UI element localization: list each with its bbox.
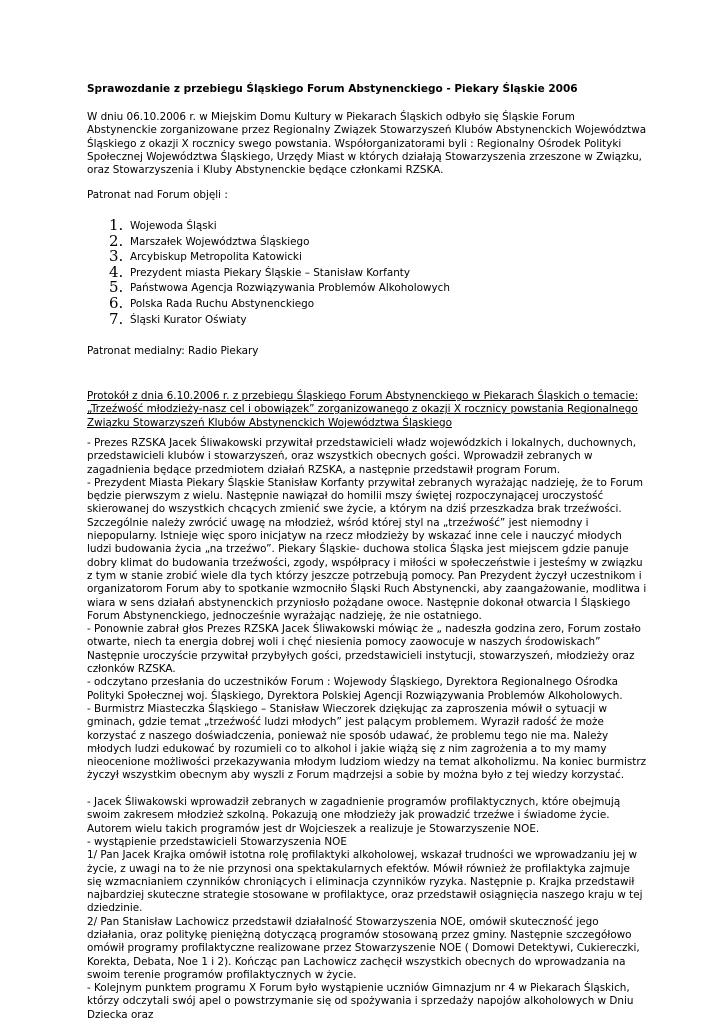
paragraph-messages: - odczytano przesłania do uczestników Forum : Wojewody Śląskiego, Dyrektora Regionalnego Ośrodka Polityki Społecznej woj. Śląskiego, Dyrektora Polskiej Agencji Rozwiązywania Problemów Alkoholowych.	[87, 676, 623, 702]
list-item	[87, 231, 647, 251]
list-number: 6.	[109, 293, 124, 312]
protocol-body	[87, 437, 647, 1022]
list-number: 2.	[109, 231, 124, 250]
list-item	[87, 216, 647, 235]
media-patronage: Patronat medialny: Radio Piekary	[87, 345, 259, 357]
list-item	[87, 293, 647, 313]
list-item	[87, 278, 647, 297]
list-number: 5.	[109, 278, 124, 297]
patron-name: Polska Rada Ruchu Abstynenckiego	[130, 297, 315, 310]
paragraph-opening: - Prezes RZSKA Jacek Śliwakowski przywitał przedstawicieli władz wojewódzkich i lokalnych, duchownych, przedstawicieli klubów i stowarzyszeń, oraz wszystkich obecnych gości. Wprowadził zebranych w zagadnienia będące przedmiotem działań RZSKA, a następnie przedstawił program Forum.	[87, 437, 637, 476]
paragraph-gap	[87, 783, 647, 796]
list-number: 7.	[109, 309, 124, 328]
patron-name: Prezydent miasta Piekary Śląskie – Stanisław Korfanty	[130, 266, 411, 279]
paragraph-students: - Kolejnym punktem programu X Forum było wystąpienie uczniów Gimnazjum nr 4 w Piekarach Śląskich, którzy odczytali swój apel o powstrzymanie się od spożywania i sprzedaży napojów alkoholowych w Dniu Dziecka oraz	[87, 982, 634, 1021]
patron-name: Śląski Kurator Oświaty	[130, 313, 247, 326]
paragraph-krajka: 1/ Pan Jacek Krajka omówił istotna rolę profilaktyki alkoholowej, wskazał trudności we wprowadzaniu jej w życie, z uwagi na to że nie przynosi ona spektakularnych efektów. Mówił również że profilaktyka zajmuje się wzmacnianiem czynników chroniących i eliminacja czynników ryzyka. Następnie p. Krajka przedstawił najbardziej skuteczne strategie stosowane w profilaktyce, oraz przedstawił osiągnięcia naszego kraju w tej dziedzinie.	[87, 849, 643, 915]
intro-paragraph: W dniu 06.10.2006 r. w Miejskim Domu Kultury w Piekarach Śląskich odbyło się Śląskie Forum Abstynenckie zorganizowane przez Regionalny Związek Stowarzyszeń Klubów Abstynenckich Województwa Śląskiego z okazji X rocznicy swego powstania. Współorganizatorami byli : Regionalny Ośrodek Polityki Społecznej Województwa Śląskiego, Urzędy Miast w których działają Stowarzyszenia zrzeszone w Związku, oraz Stowarzyszenia i Kluby Abstynenckie będące członkami RZSKA.	[87, 111, 647, 177]
paragraph-burmistrz: - Burmistrz Miasteczka Śląskiego – Stanisław Wieczorek dziękując za zaproszenia mówił o sytuacji w gminach, gdzie temat „trzeźwość ludzi młodych” jest palącym problemem. Wyraził radość że może korzystać z naszego doświadczenia, ponieważ nie sposób udawać, że problemu tego nie ma. Należy młodych ludzi edukować by rozumieli co to alkohol i jakie wiążą się z nim zagrożenia a to my mamy nieocenione możliwości przekazywania młodym ludziom wiedzy na temat alkoholizmu. Na koniec burmistrz życzył wszystkim obecnym aby wyszli z Forum mądrzejsi a sobie by można było z tej wiedzy korzystać.	[87, 702, 647, 782]
paragraph-programs: - Jacek Śliwakowski wprowadził zebranych w zagadnienie programów profilaktycznych, które obejmują swoim zakresem młodzież szkolną. Pokazują one młodzieży jak prowadzić trzeźwe i świadome życie. Autorem wielu takich programów jest dr Wojcieszek a realizuje je Stowarzyszenie NOE.	[87, 796, 621, 835]
paragraph-noe-intro: - wystąpienie przedstawicieli Stowarzyszenia NOE	[87, 835, 347, 848]
patron-name: Marszałek Województwa Śląskiego	[130, 235, 310, 248]
list-item	[87, 262, 647, 282]
list-item	[87, 309, 647, 329]
protocol-heading: Protokół z dnia 6.10.2006 r. z przebiegu Śląskiego Forum Abstynenckiego w Piekarach Śląskich o temacie: „Trzeźwość młodzieży-nasz cel i obowiązek” zorganizowanego z okazji X rocznicy powstania Regionalnego Związku Stowarzyszeń Klubów Abstynenckich Województwa Śląskiego	[87, 390, 639, 429]
paragraph-mayor-speech: - Prezydent Miasta Piekary Śląskie Stanisław Korfanty przywitał zebranych wyrażając nadzieję, że to Forum będzie pierwszym z wielu. Następnie nawiązał do homilii mszy świętej rozpoczynającej uroczystość skierowanej do wszystkich chcących zmienić swe życie, a którym na dziś przeszkadza brak trzeźwości. Szczególnie należy zwrócić uwagę na młodzież, wśród której styl na „trzeźwość” jest niemodny i niepopularny. Istnieje więc sporo inicjatyw na rzecz młodzieży by wskazać inne cele i nauczyć młodych ludzi budowania życia „na trzeźwo”. Piekary Śląskie- duchowa stolica Śląska jest miejscem gdzie panuje dobry klimat do budowania trzeźwości, zgody, współpracy i miłości w społeczeństwie i jesteśmy w związku z tym w stanie zrobić wiele dla tych którzy jeszcze potrzebują pomocy. Pan Prezydent życzył uczestnikom i organizatorom Forum aby to spotkanie wzmocniło Śląski Ruch Abstynencki, aby zaangażowanie, modlitwa i wiara w sens działań abstynenckich przyniosło pożądane owoce. Następnie dokonał otwarcia I Śląskiego Forum Abstynenckiego, jednocześnie wyrażając nadzieję, że nie ostatniego.	[87, 476, 647, 622]
patron-name: Arcybiskup Metropolita Katowicki	[130, 251, 302, 264]
paragraph-lachowicz: 2/ Pan Stanisław Lachowicz przedstawił działalność Stowarzyszenia NOE, omówił skuteczność jego działania, oraz politykę pieniężną dotyczącą programów stosowaną przez gminy. Następnie szczegółowo omówił programy profilaktyczne realizowane przez Stowarzyszenie NOE ( Domowi Detektywi, Cukiereczki, Korekta, Debata, Noe 1 i 2). Kończąc pan Lachowicz zachęcił wszystkich obecnych do wprowadzania na swoim terenie programów profilaktycznych w życie.	[87, 915, 640, 981]
patronage-label: Patronat nad Forum objęli :	[87, 189, 228, 201]
list-item	[87, 247, 647, 266]
list-number: 3.	[109, 247, 124, 266]
patron-list	[87, 216, 647, 328]
list-number: 1.	[109, 216, 124, 234]
document-title: Sprawozdanie z przebiegu Śląskiego Forum Abstynenckiego - Piekary Śląskie 2006	[87, 83, 578, 95]
paragraph-president-again: - Ponownie zabrał głos Prezes RZSKA Jacek Śliwakowski mówiąc że „ nadeszła godzina zero, Forum zostało otwarte, niech ta energia dobrej woli i chęć niesienia pomocy zaowocuje w naszych środowiskach” Następnie uroczyście przywitał przybyłych gości, przedstawicieli instytucji, stowarzyszeń, młodzieży oraz członków RZSKA.	[87, 623, 641, 676]
list-number: 4.	[109, 262, 124, 281]
patron-name: Państwowa Agencja Rozwiązywania Problemów Alkoholowych	[130, 282, 450, 295]
patron-name: Wojewoda Śląski	[130, 220, 217, 232]
